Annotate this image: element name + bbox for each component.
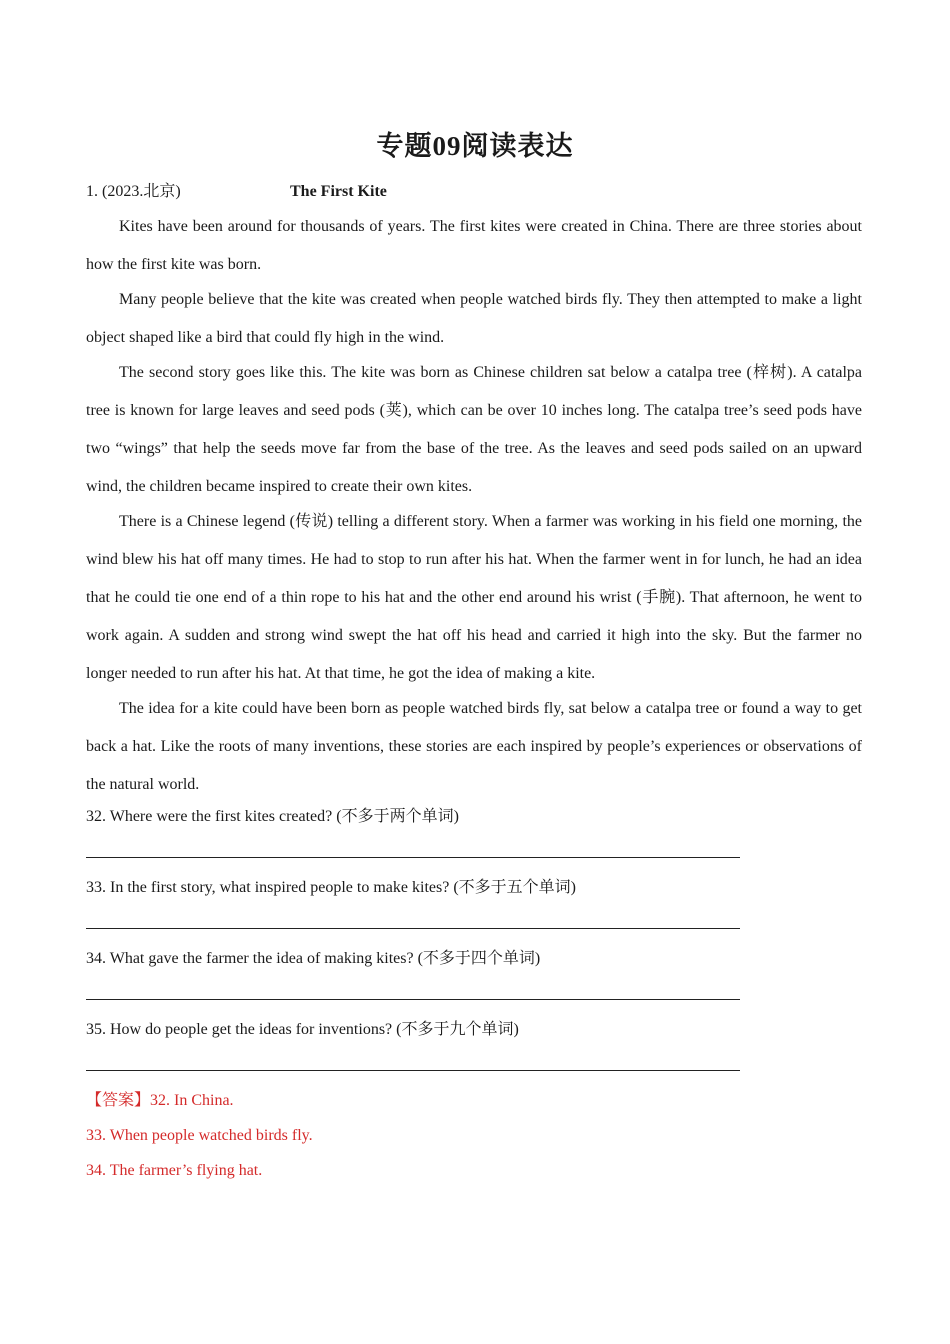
question-34: 34. What gave the farmer the idea of making kites? (不多于四个单词)	[86, 950, 541, 967]
paragraph-2: Many people believe that the kite was created when people watched birds fly. They then attempted to make a light object shaped like a bird that could fly high in the wind.	[86, 291, 862, 346]
answer-line-35[interactable]	[86, 1070, 740, 1071]
answer-line-32[interactable]	[86, 857, 740, 858]
answer-32: 【答案】32. In China.	[86, 1092, 234, 1109]
question-33: 33. In the first story, what inspired people to make kites? (不多于五个单词)	[86, 879, 576, 896]
answer-line-33[interactable]	[86, 928, 740, 929]
question-number-source: 1. (2023.北京)	[86, 183, 181, 200]
paragraph-1: Kites have been around for thousands of years. The first kites were created in China. There are three stories about how the first kite was born.	[86, 218, 862, 273]
paragraph-3: The second story goes like this. The kite was born as Chinese children sat below a catalpa tree (梓树). A catalpa tree is known for large leaves and seed pods (荚), which can be over 10 inches long. The catalpa tree’s seed pods have two “wings” that help the seeds move far from the base of the tree. As the leaves and seed pods sailed on an upward wind, the children became inspired to create their own kites.	[86, 364, 862, 495]
answer-33: 33. When people watched birds fly.	[86, 1127, 313, 1144]
question-35: 35. How do people get the ideas for inventions? (不多于九个单词)	[86, 1021, 519, 1038]
question-header	[86, 176, 862, 208]
answer-34: 34. The farmer’s flying hat.	[86, 1162, 263, 1179]
page-title: 专题09阅读表达	[376, 131, 574, 161]
question-32: 32. Where were the first kites created? (不多于两个单词)	[86, 808, 459, 825]
paragraph-4: There is a Chinese legend (传说) telling a different story. When a farmer was working in his field one morning, the wind blew his hat off many times. He had to stop to run after his hat. When the farmer went in for lunch, he had an idea that he could tie one end of a thin rope to his hat and the other end around his wrist (手腕). That afternoon, he went to work again. A sudden and strong wind swept the hat off his head and carried it high into the sky. But the farmer no longer needed to run after his hat. At that time, he got the idea of making a kite.	[86, 513, 862, 682]
document-content	[86, 176, 862, 1187]
passage-title: The First Kite	[290, 183, 387, 200]
answer-line-34[interactable]	[86, 999, 740, 1000]
paragraph-5: The idea for a kite could have been born as people watched birds fly, sat below a catalpa tree or found a way to get back a hat. Like the roots of many inventions, these stories are each inspired by people’s experiences or observations of the natural world.	[86, 700, 862, 793]
